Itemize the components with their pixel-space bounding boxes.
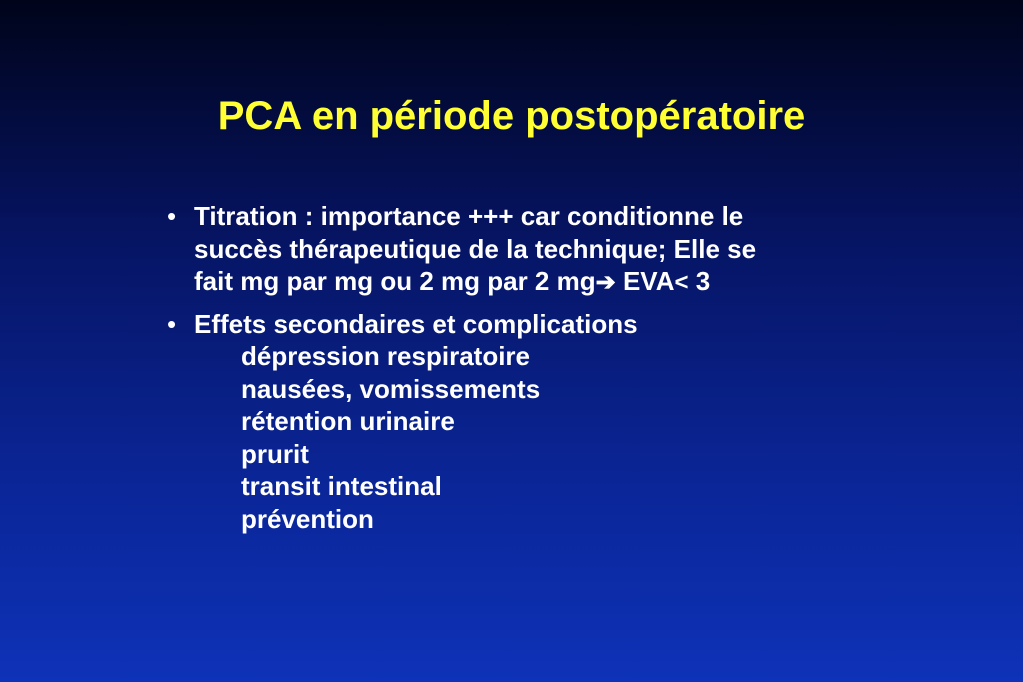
effect-item: transit intestinal (241, 471, 442, 501)
eva-label: EVA (615, 266, 675, 296)
less-than-icon: < (674, 269, 689, 296)
effects-sub-list (194, 340, 885, 535)
effect-item: nausées, vomissements (241, 373, 541, 404)
plus-marks: +++ (468, 201, 514, 231)
bullet-effects (165, 308, 885, 536)
bullet-marker: • (167, 308, 177, 339)
effect-item: prurit (241, 438, 309, 469)
titration-text-start: Titration : importance (194, 201, 468, 231)
eva-value: 3 (688, 266, 711, 296)
right-arrow-icon: ➔ (595, 269, 616, 296)
bullet-titration (165, 200, 885, 300)
bullet-list (165, 200, 885, 543)
effect-item: rétention urinaire (241, 406, 455, 436)
titration-line-3 (194, 265, 885, 300)
effect-item: dépression respiratoire (241, 341, 530, 371)
titration-dose-text: fait mg par mg ou 2 mg par 2 mg (194, 266, 596, 296)
effects-heading: Effets secondaires et complications (194, 308, 638, 339)
bullet-marker: • (167, 201, 177, 231)
effect-item: prévention (241, 503, 374, 534)
titration-line-2: succès thérapeutique de la technique; Elle se (194, 233, 757, 264)
slide-title: PCA en période postopératoire (217, 94, 806, 138)
titration-text-end: car conditionne le (513, 201, 744, 231)
titration-line-1 (194, 200, 885, 233)
